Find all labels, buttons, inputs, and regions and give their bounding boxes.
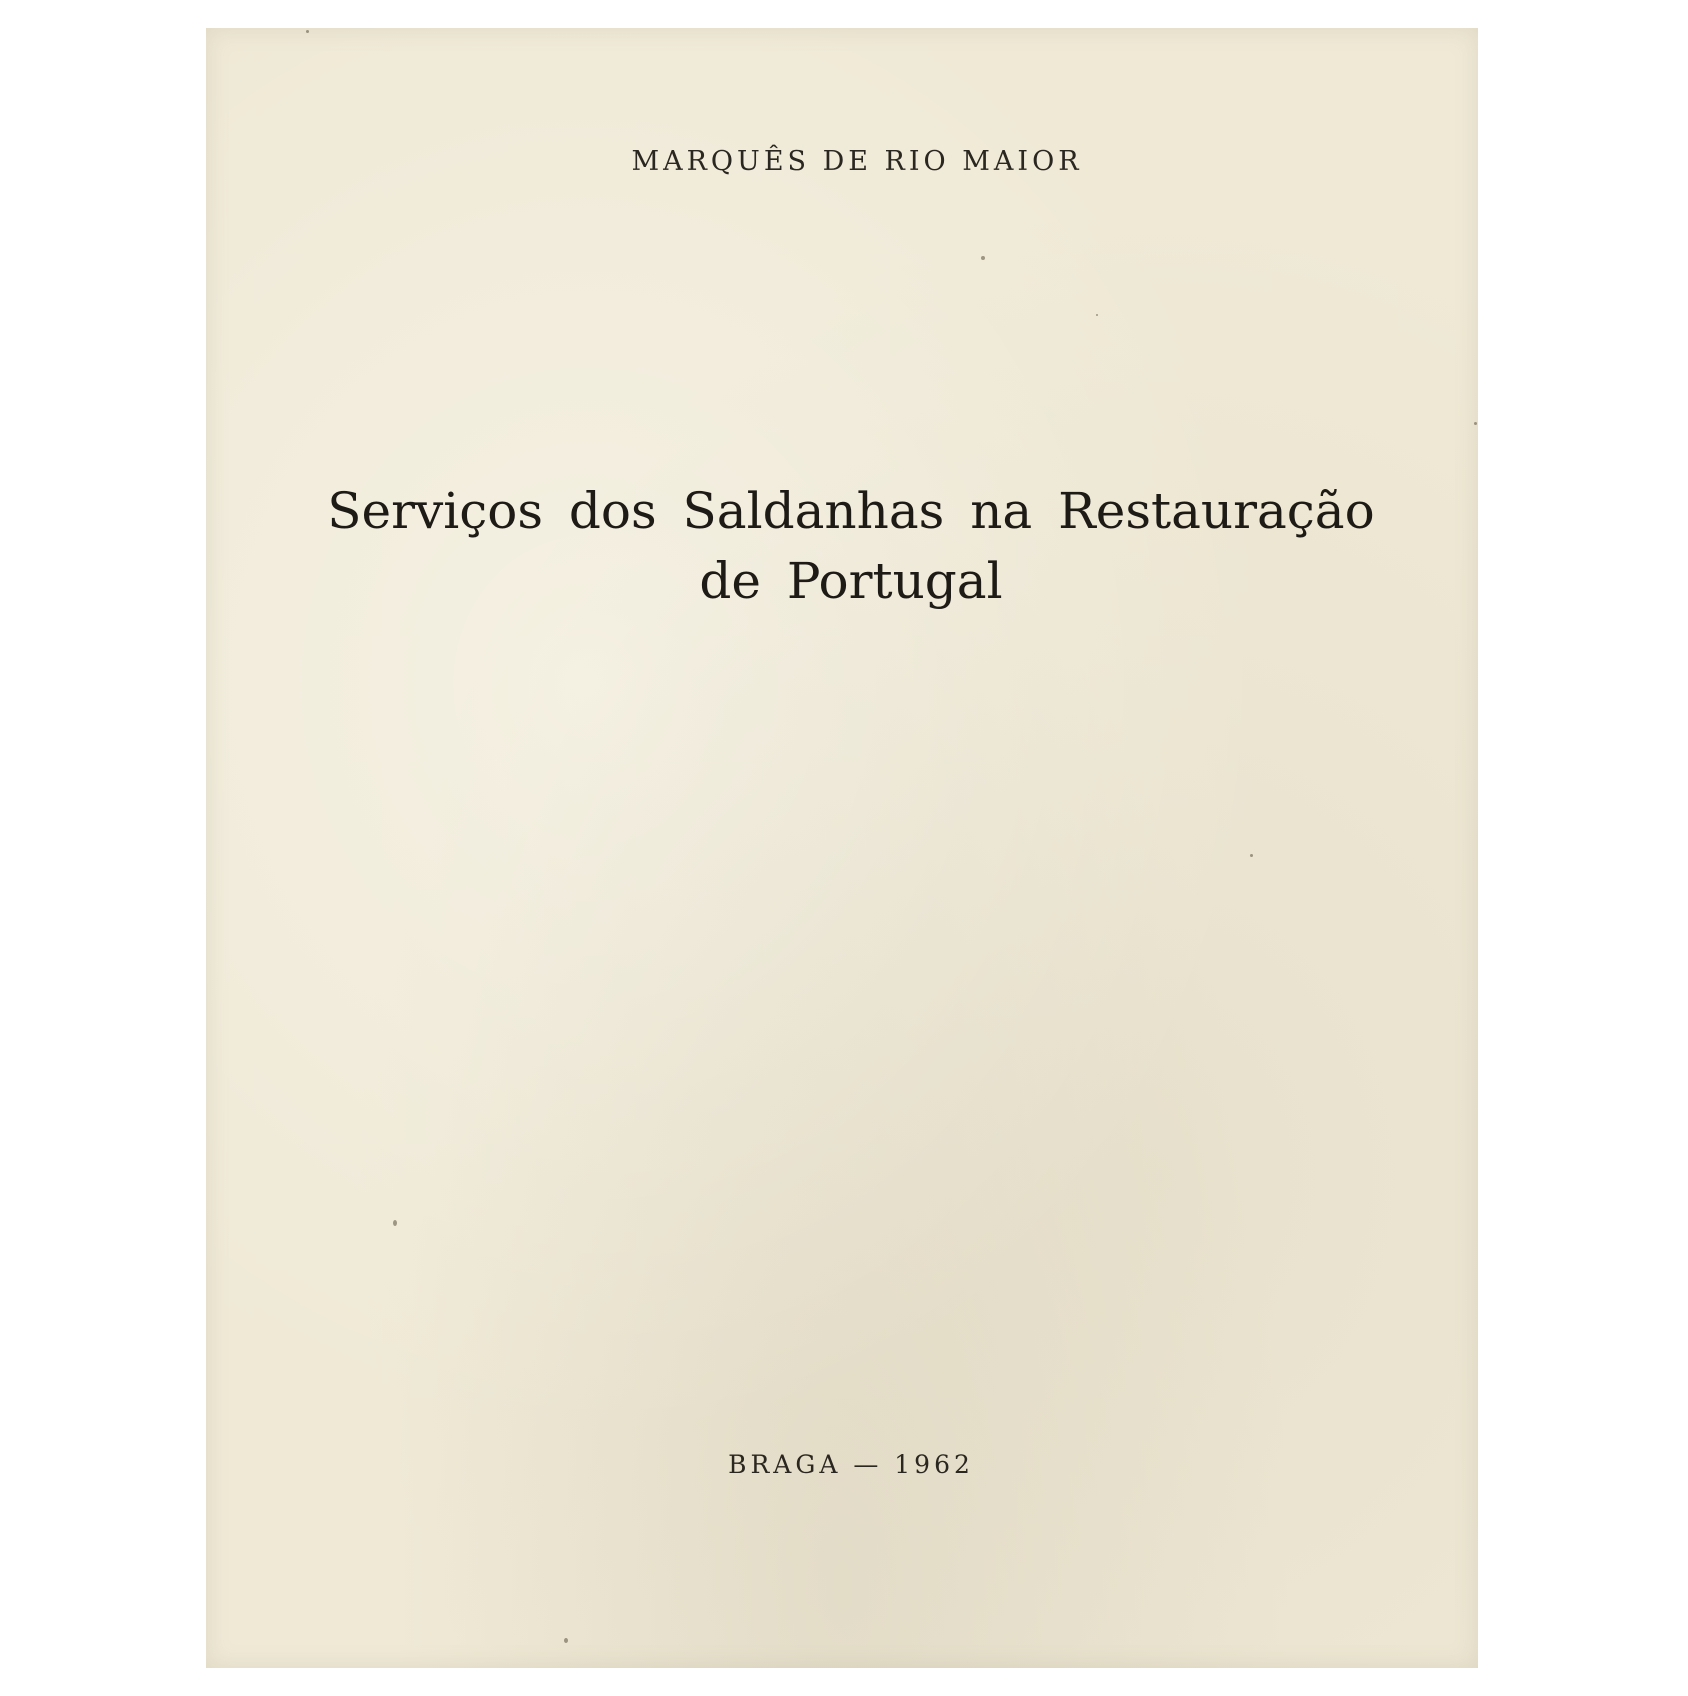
paper-speck bbox=[564, 1638, 568, 1643]
title-line-1: Serviços dos Saldanhas na Restauração bbox=[327, 482, 1375, 540]
paper-speck bbox=[1250, 854, 1253, 857]
paper-speck bbox=[306, 30, 309, 33]
document-page bbox=[206, 28, 1478, 1668]
publication-imprint: BRAGA — 1962 bbox=[728, 1450, 974, 1479]
paper-speck bbox=[393, 1220, 397, 1226]
paper-speck bbox=[1096, 314, 1098, 316]
author-name: MARQUÊS DE RIO MAIOR bbox=[631, 146, 1083, 177]
document-title bbox=[206, 476, 1478, 616]
title-line-2: de Portugal bbox=[699, 552, 1003, 610]
paper-speck bbox=[981, 256, 985, 260]
paper-speck bbox=[1474, 422, 1477, 425]
